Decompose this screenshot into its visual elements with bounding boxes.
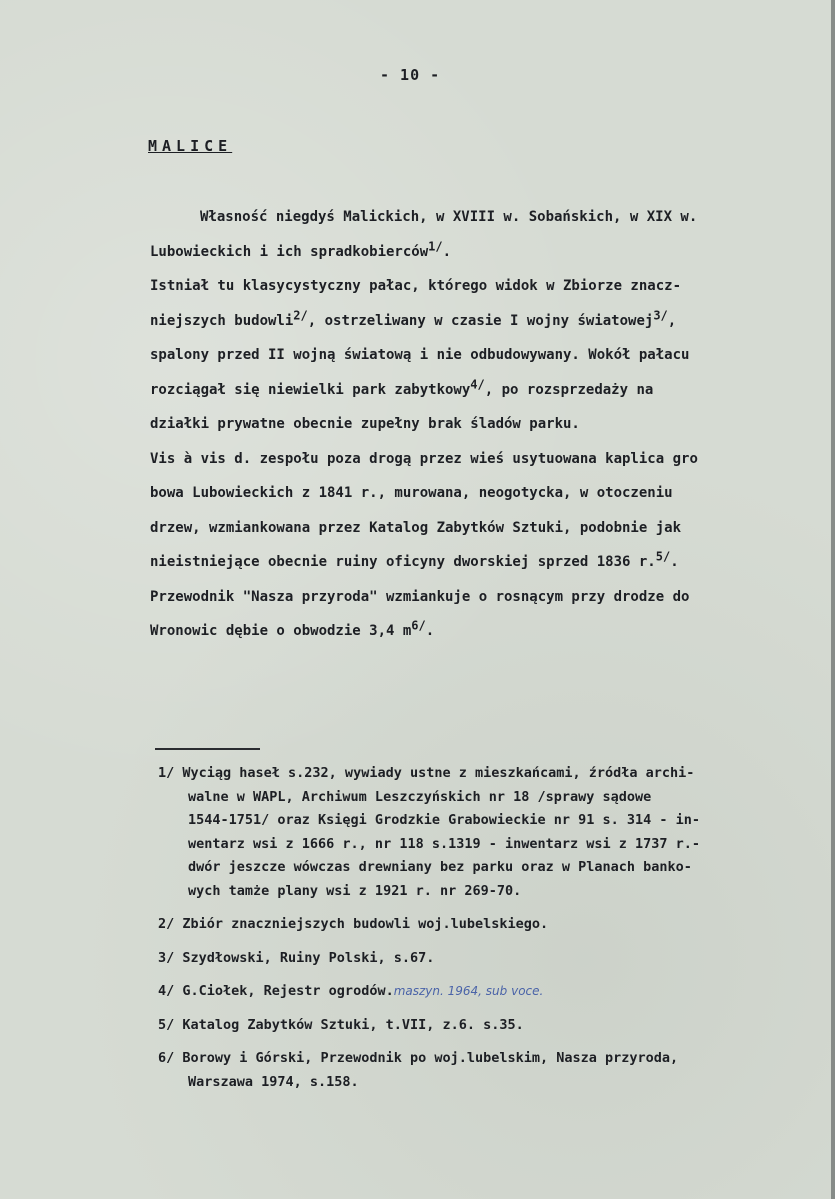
body-line: spalony przed II wojną światową i nie odbudowywany. Wokół pałacu <box>150 347 690 363</box>
page-edge-shadow <box>831 0 835 1199</box>
footnote-5: 5/ Katalog Zabytków Sztuki, t.VII, z.6. s.35. <box>158 1016 524 1033</box>
footnote-6: 6/ Borowy i Górski, Przewodnik po woj.lubelskim, Nasza przyroda, Warszawa 1974, s.158. <box>158 1050 679 1090</box>
footnote-ref: 3/ <box>653 307 668 322</box>
body-line: nieistniejące obecnie ruiny oficyny dworskiej sprzed 1836 r.$^{5/}$. <box>150 549 679 570</box>
body-text <box>150 200 825 649</box>
body-line: rozciągał się niewielki park zabytkowy$^{4/}$, po rozsprzedaży na <box>150 376 654 398</box>
footnote-ref: 1/ <box>428 238 443 253</box>
body-line: Przewodnik "Nasza przyroda" wzmiankuje o rosnącym przy drodze do <box>150 588 690 605</box>
footnotes <box>158 762 828 1104</box>
footnote-1: 1/ Wyciąg haseł s.232, wywiady ustne z mieszkańcami, źródła archi- walne w WAPL, Archiwum Leszczyńskich nr 18 /sprawy sądowe 1544-1751/ oraz Księgi Grodzkie Grabowieckie nr 91 s. 314 - in- wentarz wsi z 1666 r., nr 118 s.1319 - inwentarz wsi z 1737 r.- dwór jeszcze wówczas drewniany bez parku oraz w Planach banko- wych tamże plany wsi z 1921 r. nr 269-70. <box>158 765 701 899</box>
footnote-2: 2/ Zbiór znaczniejszych budowli woj.lubelskiego. <box>158 916 549 932</box>
handwritten-annotation: maszyn. 1964, sub voce. <box>393 984 544 998</box>
body-line: Własność niegdyś Malickich, w XVIII w. Sobańskich, w XIX w. <box>200 209 698 225</box>
body-line: bowa Lubowieckich z 1841 r., murowana, neogotycka, w otoczeniu <box>150 485 673 501</box>
footnote-ref: 4/ <box>470 376 485 391</box>
footnote-ref: 6/ <box>411 618 426 633</box>
footnote-divider <box>155 748 260 750</box>
body-line: Wronowic dębie o obwodzie 3,4 $m^{6/}$. <box>150 618 435 639</box>
page-number: - 10 - <box>380 66 441 84</box>
footnote-4: 4/ G.Ciołek, Rejestr ogrodów.maszyn. 1964, sub voce. <box>158 983 544 999</box>
footnote-3: 3/ Szydłowski, Ruiny Polski, s.67. <box>158 949 435 966</box>
body-line: Istniał tu klasycystyczny pałac, którego widok w Zbiorze znacz- <box>150 278 682 294</box>
body-line: niejszych budowli$^{2/}$, ostrzeliwany w czasie I wojny światowej$^{3/}$, <box>150 307 677 329</box>
body-line: działki prywatne obecnie zupełny brak śladów parku. <box>150 416 580 432</box>
body-line: drzew, wzmiankowana przez Katalog Zabytków Sztuki, podobnie jak <box>150 519 682 536</box>
body-line: Lubowieckich i ich spradkobierców$^{1/}$. <box>150 238 452 260</box>
page-title: MALICE <box>148 137 233 155</box>
body-line: Vis à vis d. zespołu poza drogą przez wieś usytuowana kaplica gro <box>150 450 698 467</box>
footnote-ref: 2/ <box>293 307 308 322</box>
footnote-ref: 5/ <box>655 549 671 564</box>
